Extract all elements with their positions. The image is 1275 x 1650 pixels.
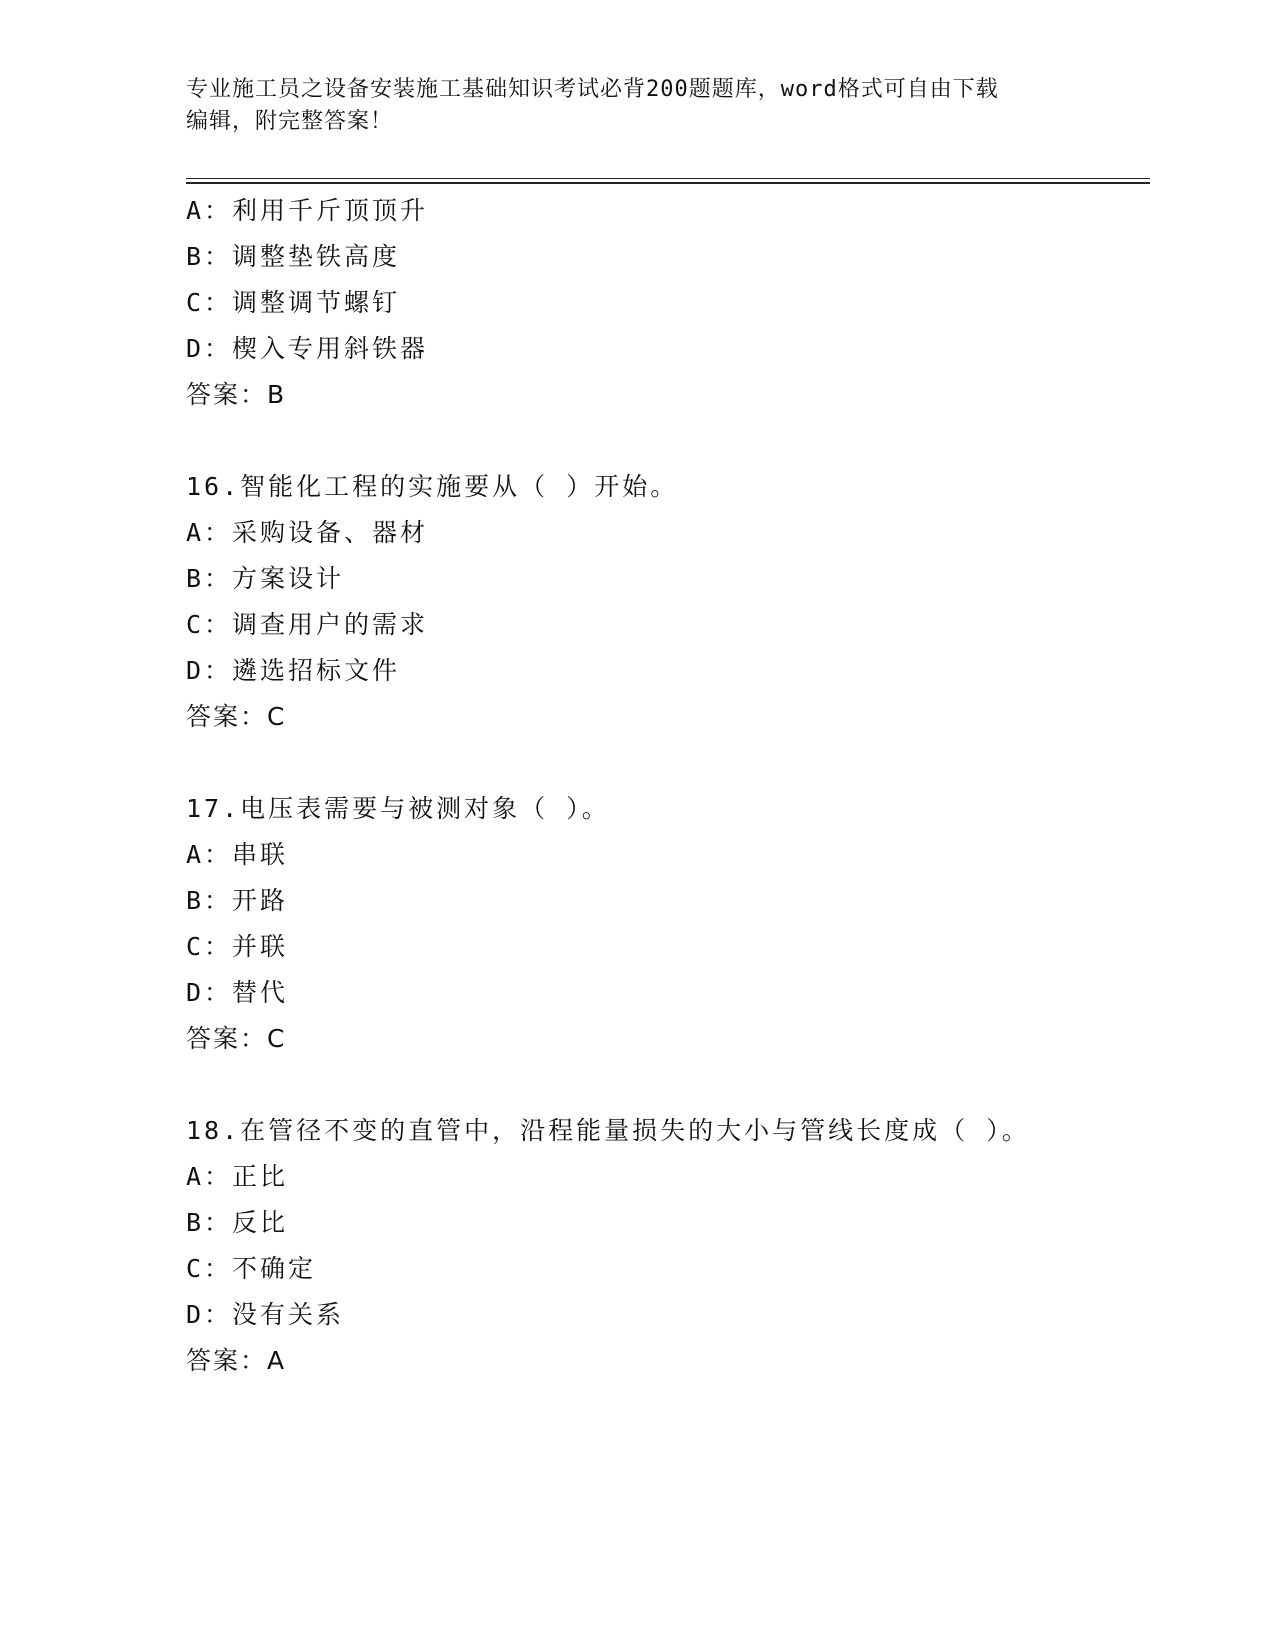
option-c: C：调整调节螺钉 <box>186 288 401 317</box>
option-c: C：不确定 <box>186 1254 317 1283</box>
option-d: D：遴选招标文件 <box>186 656 401 685</box>
question-18 <box>186 1108 1150 1384</box>
option-c: C：调查用户的需求 <box>186 610 429 639</box>
question-spacer <box>186 1062 1150 1108</box>
answer: 答案：C <box>186 1024 287 1053</box>
option-a: A：利用千斤顶顶升 <box>186 196 429 225</box>
answer: 答案：C <box>186 702 287 731</box>
option-d: D：楔入专用斜铁器 <box>186 334 429 363</box>
header-line-2: 编辑，附完整答案！ <box>186 109 394 134</box>
header-line-1: 专业施工员之设备安装施工基础知识考试必背200题题库，word格式可自由下载 <box>186 77 999 102</box>
document-header <box>186 74 1086 138</box>
question-list <box>186 188 1150 1384</box>
question-spacer <box>186 418 1150 464</box>
question-stem: 16.智能化工程的实施要从（ ）开始。 <box>186 472 679 501</box>
option-a: A：串联 <box>186 840 289 869</box>
option-c: C：并联 <box>186 932 289 961</box>
header-divider-thin <box>186 178 1150 179</box>
question-spacer <box>186 740 1150 786</box>
answer: 答案：A <box>186 1346 287 1375</box>
option-b: B：反比 <box>186 1208 289 1237</box>
question-17 <box>186 786 1150 1062</box>
option-d: D：没有关系 <box>186 1300 345 1329</box>
option-b: B：调整垫铁高度 <box>186 242 401 271</box>
question-stem: 18.在管径不变的直管中，沿程能量损失的大小与管线长度成（ ）。 <box>186 1116 1030 1145</box>
question-stem: 17.电压表需要与被测对象（ ）。 <box>186 794 610 823</box>
question-15-continued <box>186 188 1150 418</box>
option-a: A：采购设备、器材 <box>186 518 429 547</box>
option-b: B：开路 <box>186 886 289 915</box>
option-a: A：正比 <box>186 1162 289 1191</box>
option-d: D：替代 <box>186 978 289 1007</box>
answer: 答案：B <box>186 380 287 409</box>
header-divider-thick <box>186 182 1150 184</box>
question-16 <box>186 464 1150 740</box>
option-b: B：方案设计 <box>186 564 345 593</box>
